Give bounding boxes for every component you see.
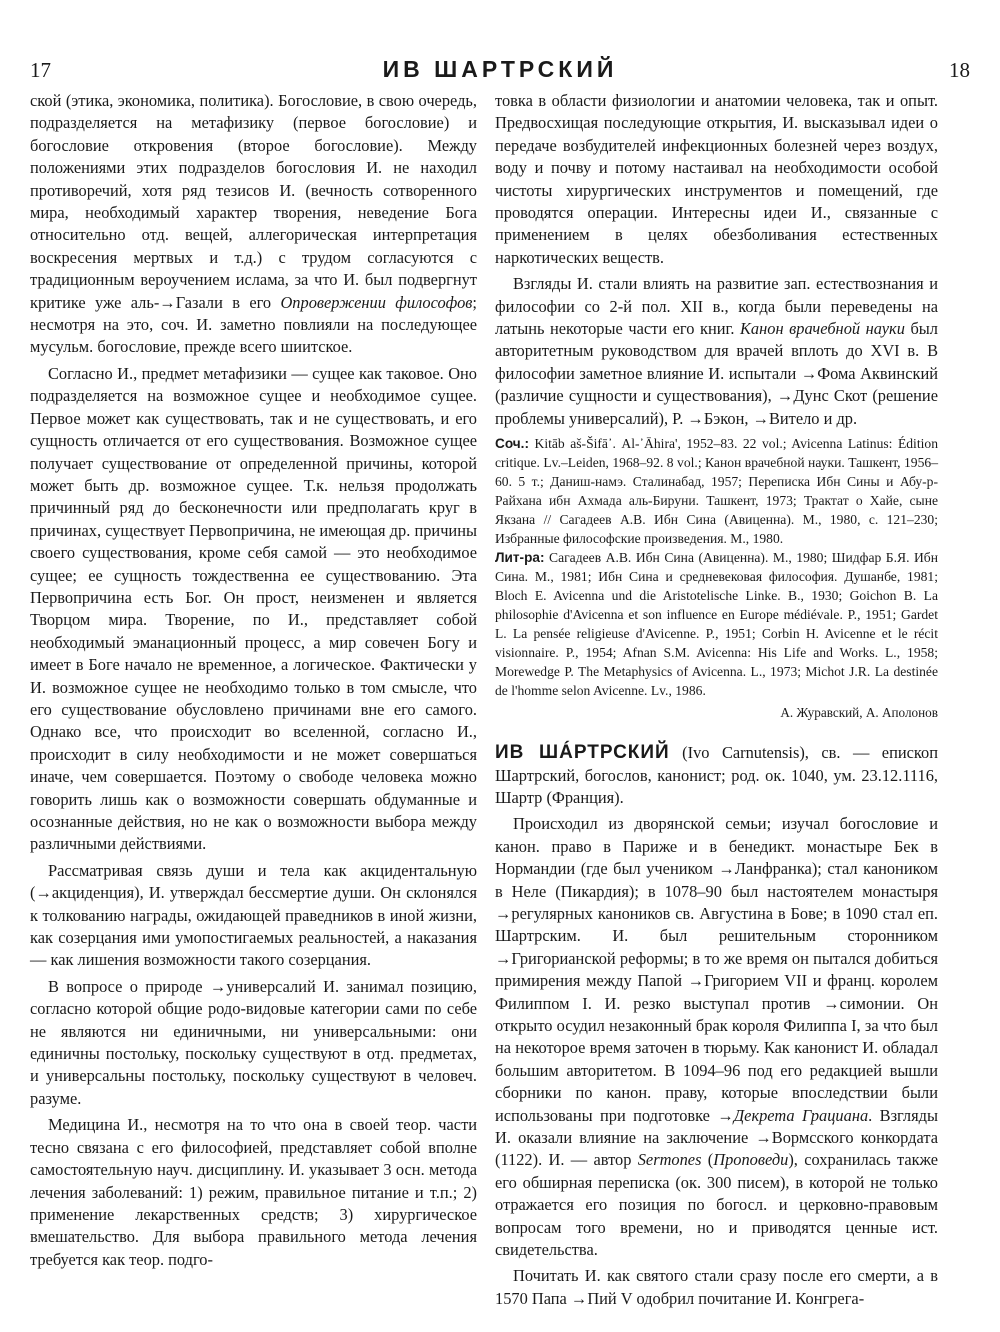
cross-reference-link[interactable]: →акциденция	[35, 883, 135, 903]
right-column	[495, 90, 938, 1310]
cross-reference-link[interactable]: →Фома Аквинский	[800, 363, 938, 383]
entry-heading: ИВ ШÁРТРСКИЙ (Ivo Carnutensis), св. — епископ Шартрский, богослов, канонист; род. ок. 1040, ум. 23.12.1116, Шартр (Франция).	[495, 742, 938, 807]
paragraph: Происходил из дворянской семьи; изучал богословие и канон. право в Париже и в бенедикт. монастыре Бек в Нормандии (где был учеником →Ланфранка); стал каноником в Неле (Пикардия); в 1078–90 был настоятелем монастыря →регулярных каноников св. Августина в Бове; в 1090 стал еп. Шартрским. И. был решительным сторонником →Григорианской реформы; в то же время он пытался добиться примирения между Папой →Григорием VII и франц. королем Филиппом I. И. резко выступал против →симонии. Он открыто осудил незаконный брак короля Филиппа I, за что был на некоторое время заточен в тюрьму. Как канонист И. обладал большим авторитетом. В 1094–96 под его редакцией вышли сборники по канон. праву, которые впоследствии были использованы при подготовке →Декрета Грациана. Взгляды И. оказали влияние на заключение →Вормсского конкордата (1122). И. — автор Sermones (Проповеди), сохранилась также его обширная переписка (ок. 300 писем), в которой не только отражается его позиция по богосл. и церковно-правовым вопросам того времени, но и приводятся ценные ист. свидетельства.	[495, 814, 939, 1260]
cross-reference-link[interactable]: →Вителo	[752, 408, 820, 428]
left-column	[30, 90, 477, 1271]
cross-reference-link[interactable]: →регулярных каноников	[495, 903, 671, 923]
entry-title: ИВ ШÁРТРСКИЙ	[495, 742, 670, 764]
works-label: Соч.:	[495, 436, 529, 452]
cross-reference-link[interactable]: →Бэкон	[687, 408, 745, 428]
paragraph: Рассматривая связь души и тела как акцидентальную (→акциденция), И. утверждал бессмертие души. Он склонялся к толкованию награды, ожидающей праведников в иной жизни, как созерцания ими умопостигаемых реальностей, а наказания — как лишения возможности такого созерцания.	[30, 860, 477, 970]
article-authors: А. Журавский, А. Аполонов	[780, 705, 938, 721]
paragraph: товка в области физиологии и анатомии человека, так и опыт. Предвосхищая последующие открытия, И. высказывал идеи о передаче возбудителей инфекционных болезней через воздух, воду и почву и потому настаивал на необходимости особой чистоты хирургических инструментов и помещений, где проводятся операции. Интересны идеи И., связанные с применением в целях обезболивания естественных наркотических веществ.	[495, 91, 938, 267]
running-title: ИВ ШАРТРСКИЙ	[382, 56, 618, 82]
page-number-left: 17	[30, 58, 51, 82]
paragraph: Почитать И. как святого стали сразу после его смерти, а в 1570 Папа →Пий V одобрил почитание И. Конгрега-	[495, 1266, 938, 1308]
paragraph: Согласно И., предмет метафизики — сущее как таковое. Оно подразделяется на возможное сущее и необходимое сущее. Первое может как существовать, так и не существовать, и его сущность отличается от его существования. Возможное сущее получает существование от определенной причины, которой может быть др. возможное сущее. Т.к. нельзя продолжать причинный ряд до бесконечности или предполагать круг в причинах, существует Первопричина, не имеющая др. причины своего существования, кроме себя самой — это необходимое сущее; ее сущность тождественна ее существованию. Эта Первопричина есть Бог. Он прост, неизменен и является Творцом мира. Творение, по И., представляет собой необходимый эманационный процесс, а мир совечен Богу и имеет в Боге начало не временное, а логическое. Фактически у И. возможное сущее не необходимо только в том смысле, что его существование обусловлено причинами вне его самого. Однако все, что происходит во вселенной, согласно И., происходит в силу необходимости и не может совершаться иначе, чем совершается. Поэтому о свободе человека можно говорить лишь как о возможности совершать обдуманные и осознанные действия, но не как о возможности выбора между различными действиями.	[30, 363, 477, 854]
paragraph: ской (этика, экономика, политика). Богословие, в свою очередь, подразделяется на метафизику (первое богословие) и богословие откровения (второе богословие). Между положениями этих подразделов богословия И. не находил противоречий, хотя ряд тезисов И. (вечность сотворенного мира, необходимый характер творения, неведение Бога относительно отд. вещей, аллегорическая интерпретация воскресения мертвых и т.д.) с трудом согласуются с традиционным вероучением ислама, за что И. был подвергнут критике уже аль-→Газали в его Опровержении философов; несмотря на это, соч. И. заметно повлияли на последующее мусульм. богословие, прежде всего шиитское.	[30, 91, 477, 357]
cross-reference-link[interactable]: →универсалий	[209, 976, 316, 996]
literature-bibliography: Лит-ра: Сагадеев А.В. Ибн Сина (Авиценна). М., 1980; Шидфар Б.Я. Ибн Сина. М., 1981; Ибн Сина и средневековая философия. Душанбе, 1981; Bloch E. Avicenna und die Aristotelische Linke. B., 1930; Goichon B. La philosophie d'Avicenna et son influence en Europe médiévale. P., 1951; Gardet L. La pensée religieuse d'Avicenne. P., 1951; Corbin H. Avicenne et le récit visionnaire. P., 1954; Afnan S.M. Avicenna: His Life and Works. L., 1958; Morewedge P. The Metaphysics of Avicenna. L., 1973; Michot J.R. La destinée de l'homme selon Avicenne. Lv., 1986.	[495, 550, 938, 699]
cross-reference-link[interactable]: →Газали	[159, 292, 223, 312]
cross-reference-link[interactable]: →симонии	[823, 993, 901, 1013]
paragraph: Медицина И., несмотря на то что она в своей теор. части тесно связана с его философией, представляет собой вполне самостоятельную науч. дисциплину. И. указывает 3 осн. метода лечения заболеваний: 1) режим, правильное питание и т.п.; 2) применение лекарственных средств; 3) хирургическое вмешательство. Для выбора правильного метода лечения требуется как теор. подго-	[30, 1115, 477, 1269]
cross-reference-link[interactable]: →Григорием VII	[687, 971, 808, 991]
literature-label: Лит-ра:	[495, 550, 545, 566]
cross-reference-link[interactable]: →Ланфранка	[718, 859, 812, 879]
page-number-right: 18	[949, 58, 970, 82]
paragraph: Взгляды И. стали влиять на развитие зап. естествознания и философии со 2-й пол. XII в., когда были переведены на латынь некоторые части его книг. Канон врачебной науки был авторитетным руководством для врачей вплоть до XVI в. В философии заметное влияние И. испытали →Фома Аквинский (различие сущности и существования), →Дунс Скот (решение проблемы универсалий), Р. →Бэкон, →Вителo и др.	[495, 274, 938, 428]
cross-reference-link[interactable]: →Вормсского конкордата	[755, 1128, 938, 1147]
cross-reference-link[interactable]: →Декрета Грациана	[717, 1105, 869, 1125]
cross-reference-link[interactable]: →Дунс Скот	[776, 386, 868, 406]
cross-reference-link[interactable]: →Пий V	[570, 1288, 633, 1308]
works-bibliography: Соч.: Kitāb aš-Šifā᾽. Al-᾽Āhira', 1952–83. 22 vol.; Avicenna Latinus: Édition critique. Lv.–Leiden, 1968–92. 8 vol.; Канон врачебной науки. Ташкент, 1956–60. 5 т.; Даниш-намэ. Сталинабад, 1957; Переписка Ибн Сины и Абу-р-Райхана ибн Ахмада аль-Бируни. Ташкент, 1973; Трактат о Хайе, сыне Якзана // Сагадеев А.В. Ибн Сина (Авиценна). М., 1980, с. 121–230; Избранные философские произведения. М., 1980.	[495, 436, 938, 547]
paragraph: В вопросе о природе →универсалий И. занимал позицию, согласно которой общие родо-видовые категории сами по себе не являются ни единичными, ни универсальными: они единичны постольку, поскольку существуют в отд. предметах, и универсальны постольку, поскольку существуют в человеч. разуме.	[30, 976, 477, 1108]
cross-reference-link[interactable]: →Григорианской реформы	[495, 948, 684, 968]
